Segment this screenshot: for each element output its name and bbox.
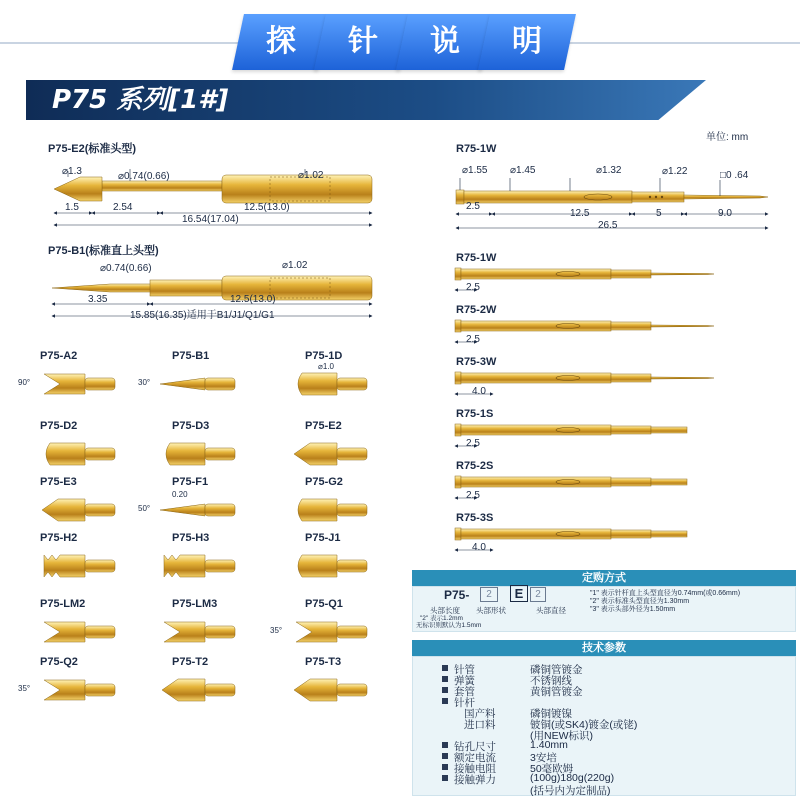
tip-label-p75-h3: P75-H3 — [172, 532, 210, 544]
spec-value: 磷铜管镀金 — [530, 664, 583, 676]
spec-key: 接触电阻 — [454, 763, 496, 775]
receptacle-label-r75-2w: R75-2W — [456, 304, 497, 316]
spec-bullet — [442, 665, 448, 671]
tip-drawing-p75-q1 — [282, 612, 372, 652]
tip-note-p75-a2: 90° — [18, 378, 31, 387]
b1-dim-l1: 3.35 — [88, 294, 108, 305]
tip-note-p75-q1: 35° — [270, 626, 283, 635]
b1-dim-d2: ⌀1.02 — [282, 260, 308, 271]
r1w-dim-d4: ⌀1.22 — [662, 166, 688, 177]
tip-label-p75-h2: P75-H2 — [40, 532, 78, 544]
r1w-dim-l4: 9.0 — [718, 208, 732, 219]
receptacle-label-r75-3w: R75-3W — [456, 356, 497, 368]
spec-key: 接触弹力 — [454, 774, 496, 786]
tip-drawing-p75-g2 — [282, 490, 372, 530]
e2-title: P75-E2(标准头型) — [48, 143, 137, 155]
order-note-right-2: "2" 表示标准头型直径为1.30mm — [590, 598, 690, 605]
order-label-diameter: 头部直径 — [536, 606, 566, 615]
tip-drawing-p75-d3 — [150, 434, 240, 474]
spec-bullet — [442, 742, 448, 748]
tip-drawing-p75-a2 — [30, 364, 120, 404]
spec-value: 磷铜镀镍 — [530, 708, 572, 720]
tip-label-p75-f1: P75-F1 — [172, 476, 209, 488]
r1w-dim-d2: ⌀1.45 — [510, 165, 536, 176]
spec-bullet — [442, 764, 448, 770]
e2-dim-d3: ⌀1.02 — [298, 170, 324, 181]
b1-dim-l2: 12.5(13.0) — [230, 294, 276, 305]
spec-value: 不锈钢线 — [530, 675, 572, 687]
tip-label-p75-e2: P75-E2 — [305, 420, 342, 432]
r1w-dim-d1: ⌀1.55 — [462, 165, 488, 176]
receptacle-label-r75-1s: R75-1S — [456, 408, 494, 420]
order-code-box-1: 2 — [480, 587, 498, 602]
order-note-left-1: "2" 表示1.2mm — [420, 615, 463, 622]
unit-label: 单位: mm — [706, 132, 749, 143]
tip-label-p75-d3: P75-D3 — [172, 420, 210, 432]
spec-bullet — [442, 687, 448, 693]
spec-key: 进口料 — [464, 719, 496, 731]
tip-label-p75-t2: P75-T2 — [172, 656, 209, 668]
spec-value: 铍铜(或SK4)镀金(或铑) — [530, 719, 638, 731]
receptacle-dim-r75-1w: 2.5 — [466, 282, 480, 293]
tip-label-p75-j1: P75-J1 — [305, 532, 341, 544]
spec-bullet — [442, 775, 448, 781]
order-panel-header: 定购方式 — [412, 570, 796, 586]
tip-drawing-p75-q2 — [30, 670, 120, 710]
spec-value: 3安培 — [530, 752, 557, 764]
series-title: P75 系列[1#] — [52, 85, 229, 115]
order-label-length: 头部长度 — [430, 606, 460, 615]
banner-char-4: 明 — [512, 24, 542, 59]
order-code-prefix: P75- — [444, 588, 470, 602]
spec-value: 1.40mm — [530, 739, 568, 751]
e2-dim-l1: 1.5 — [65, 202, 79, 213]
r1w-dim-d5: □0 .64 — [720, 170, 749, 181]
spec-bullet — [442, 676, 448, 682]
banner-char-3: 说 — [430, 24, 460, 59]
order-note-right-3: "3" 表示头部外径为1.50mm — [590, 606, 676, 613]
tip-drawing-p75-h2 — [30, 546, 120, 586]
tip-label-p75-q2: P75-Q2 — [40, 656, 78, 668]
tip-label-p75-lm2: P75-LM2 — [40, 598, 86, 610]
receptacle-drawing-r75-2w — [450, 316, 730, 350]
spec-key: 国产料 — [464, 708, 496, 720]
tip-label-p75-t3: P75-T3 — [305, 656, 342, 668]
tip-drawing-p75-h3 — [150, 546, 240, 586]
tip-label-p75-b1: P75-B1 — [172, 350, 210, 362]
tip-note-p75-b1: 30° — [138, 378, 151, 387]
spec-value: (用NEW标识) — [530, 730, 593, 742]
e2-dim-d1: ⌀1.3 — [62, 166, 82, 177]
receptacle-label-r75-1w: R75-1W — [456, 252, 497, 264]
e2-dim-l2: 2.54 — [113, 202, 133, 213]
receptacle-drawing-r75-2s — [450, 472, 730, 506]
spec-value: 50毫欧姆 — [530, 763, 574, 775]
spec-key: 针管 — [454, 664, 475, 676]
tip-label-p75-q1: P75-Q1 — [305, 598, 343, 610]
e2-dim-total: 16.54(17.04) — [182, 214, 239, 225]
tip-drawing-p75-e2 — [282, 434, 372, 474]
tip-drawing-p75-j1 — [282, 546, 372, 586]
spec-value: (100g)180g(220g) — [530, 772, 615, 784]
receptacle-dim-r75-2w: 2.5 — [466, 334, 480, 345]
tip-note-p75-1d: ⌀1.0 — [318, 362, 334, 371]
spec-panel-header: 技术参数 — [412, 640, 796, 656]
tip-drawing-p75-lm3 — [150, 612, 240, 652]
spec-key: 套管 — [454, 686, 475, 698]
spec-value: (括号内为定制品) — [530, 785, 611, 797]
tip-note-p75-f1: 50° — [138, 504, 151, 513]
tip-label-p75-d2: P75-D2 — [40, 420, 78, 432]
spec-key: 针杆 — [454, 697, 475, 709]
banner-char-2: 针 — [348, 24, 378, 59]
spec-key: 钻孔尺寸 — [454, 741, 496, 753]
receptacle-drawing-r75-3s — [450, 524, 730, 558]
order-note-right-1: "1" 表示针杆直上头型直径为0.74mm(或0.66mm) — [590, 590, 741, 597]
spec-bullet — [442, 698, 448, 704]
b1-title: P75-B1(标准直上头型) — [48, 245, 159, 257]
e2-dim-l3: 12.5(13.0) — [244, 202, 290, 213]
r1w-top-title: R75-1W — [456, 143, 497, 155]
receptacle-dim-r75-3s: 4.0 — [472, 542, 486, 553]
tip-label-p75-a2: P75-A2 — [40, 350, 78, 362]
tip-drawing-p75-f1 — [150, 490, 240, 530]
e2-dim-d2: ⌀0.74(0.66) — [118, 171, 170, 182]
order-code-box-2: E — [510, 585, 528, 602]
tip-label-p75-e3: P75-E3 — [40, 476, 77, 488]
spec-key: 弹簧 — [454, 675, 475, 687]
tip-note-p75-q2: 35° — [18, 684, 31, 693]
r1w-dim-total: 26.5 — [598, 220, 618, 231]
spec-key: 额定电流 — [454, 752, 496, 764]
r1w-dim-d3: ⌀1.32 — [596, 165, 622, 176]
tip-drawing-p75-lm2 — [30, 612, 120, 652]
tip-label-p75-1d: P75-1D — [305, 350, 343, 362]
receptacle-drawing-r75-3w — [450, 368, 730, 402]
tip-label-p75-lm3: P75-LM3 — [172, 598, 218, 610]
banner-char-1: 探 — [266, 24, 296, 59]
order-label-shape: 头部形状 — [476, 606, 506, 615]
tip-drawing-p75-t3 — [282, 670, 372, 710]
tip-label-p75-g2: P75-G2 — [305, 476, 343, 488]
r1w-dim-l2: 12.5 — [570, 208, 590, 219]
b1-dim-d1: ⌀0.74(0.66) — [100, 263, 152, 274]
r1w-dim-l1: 2.5 — [466, 201, 480, 212]
tip-note2-p75-f1: 0.20 — [172, 490, 188, 499]
receptacle-drawing-r75-1s — [450, 420, 730, 454]
order-note-left-2: 无标识则默认为1.5mm — [416, 622, 482, 629]
receptacle-drawing-r75-1w — [450, 264, 730, 298]
receptacle-label-r75-2s: R75-2S — [456, 460, 494, 472]
receptacle-dim-r75-1s: 2.5 — [466, 438, 480, 449]
r1w-dim-l3: 5 — [656, 208, 662, 219]
tip-drawing-p75-t2 — [150, 670, 240, 710]
receptacle-dim-r75-2s: 2.5 — [466, 490, 480, 501]
tip-drawing-p75-b1 — [150, 364, 240, 404]
b1-dim-total: 15.85(16.35)适用于B1/J1/Q1/G1 — [130, 310, 275, 321]
receptacle-dim-r75-3w: 4.0 — [472, 386, 486, 397]
order-code-box-3: 2 — [530, 587, 546, 602]
receptacle-label-r75-3s: R75-3S — [456, 512, 494, 524]
spec-value: 黄铜管镀金 — [530, 686, 583, 698]
tip-drawing-p75-e3 — [30, 490, 120, 530]
tip-drawing-p75-d2 — [30, 434, 120, 474]
spec-bullet — [442, 753, 448, 759]
